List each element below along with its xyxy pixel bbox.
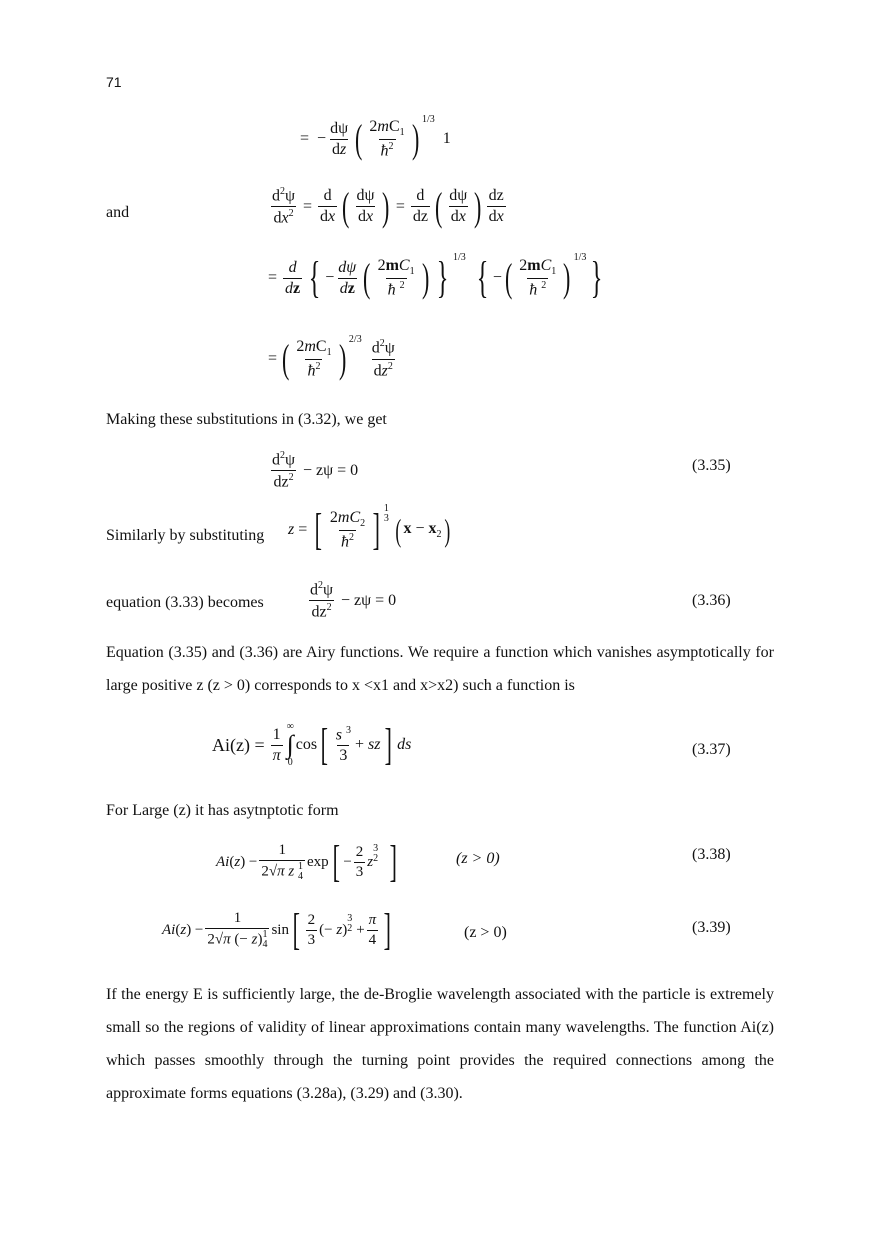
- page-number: 71: [106, 74, 122, 90]
- equation-number-336: (3.36): [692, 592, 731, 609]
- equation-335: $\frac{d^2\psi}{dz^2}$ − zψ = 0: [272, 450, 359, 491]
- airy-paragraph: Equation (3.35) and (3.36) are Airy functions. We require a function which vanishes asymptotically for large positive z (z > 0) corresponds to x <x1 and x>x2) such a function is: [106, 644, 774, 694]
- ai-z-label: Ai(z) =: [212, 734, 265, 755]
- equation-338: Ai ( z ) − 1 2√π z 1 4 exp [ − $\frac{2}{3}$ z 3 2 ]: [216, 837, 398, 886]
- large-z-text: For Large (z) it has asytnptotic form: [106, 802, 339, 819]
- equation-number-335: (3.35): [692, 457, 731, 474]
- equation-333-text: equation (3.33) becomes: [106, 594, 264, 611]
- and-text: and: [106, 204, 130, 221]
- making-substitutions-text: Making these substitutions in (3.32), we get: [106, 411, 387, 428]
- equation-number-337: (3.37): [692, 741, 731, 758]
- condition-339: (z > 0): [464, 924, 507, 941]
- equation-second-derivative: $\frac{d^2\psi}{dx^2}$ = $\frac{d}{dx}$ ( $\frac{d\psi}{dx}$ ) = $\frac{d}{dz}$ ( $\frac{d\psi}{dx}$ ) $\frac{dz}{dx}$: [272, 183, 504, 229]
- equation-number-338: (3.38): [692, 846, 731, 863]
- final-paragraph: If the energy E is sufficiently large, the de-Broglie wavelength associated with the particle is extremely small so the regions of validity of linear approximations contain many wavelengths. The function Ai(z) which passes smoothly through the turning point provides the required connections among the approximate forms equations (3.28a), (3.29) and (3.30).: [106, 986, 774, 1102]
- equation-337: Ai(z) = $\frac{1}{\pi}$ ∞ ∫ 0 cos [ $\frac{s ^3}{3}$ + sz ] ds: [212, 720, 412, 769]
- equation-expanded: = $\frac{d}{dz}$ { − $\frac{d\psi}{dz}$ ( $\frac{2mC_1}{ħ ^2}$ ) } 1/3 { − ( $\frac{2mC_1}{ħ ^2}$ ) 1/3 }: [268, 252, 603, 302]
- equation-result: = ( $\frac{2mC_1}{ħ^2}$ ) 2/3 $\frac{d^2\psi}{dz^2}$: [268, 334, 395, 382]
- equation-dpsi-dx: = − $\frac{d\psi}{dz}$ ( $\frac{2mC_1}{ħ^2}$ ) 1/3 1: [300, 114, 451, 162]
- equation-number-339: (3.39): [692, 919, 731, 936]
- equation-339: Ai ( z ) − 1 2√π (− z) 1 4 sin [ $\frac{2}{3}$ (− z) 3 2 + $\frac{\pi}{4}$ ]: [162, 905, 392, 954]
- condition-338: (z > 0): [456, 850, 500, 867]
- similarly-text: Similarly by substituting: [106, 527, 265, 544]
- equation-336: $\frac{d^2\psi}{dz^2}$ − zψ = 0: [310, 580, 397, 621]
- equation-z-substitution: z = [ $\frac{2mC_2}{ħ^2}$ ] 1 3 ( $x - x_2$ ): [288, 503, 450, 554]
